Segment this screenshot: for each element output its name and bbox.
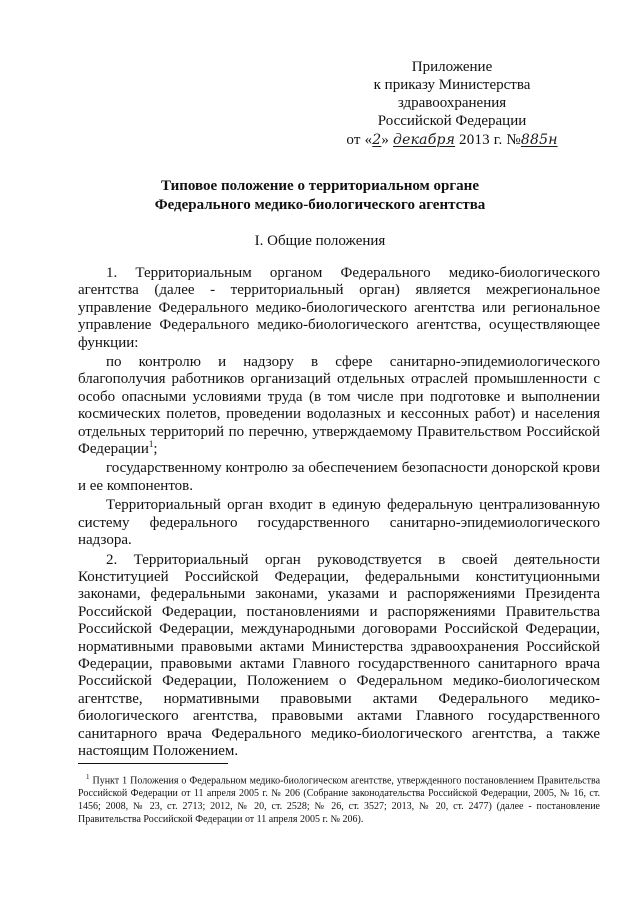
footnote (78, 771, 600, 826)
annex-line-3: здравоохранения (397, 95, 507, 111)
document-body (78, 265, 600, 760)
paragraph-4: Территориальный орган входит в единую федеральную централизованную систему федерального государственного санитарно-эпидемиологического надзора. (78, 497, 600, 549)
order-year: 2013 г. (459, 132, 503, 148)
order-month: декабря (393, 132, 456, 148)
section-heading: I. Общие положения (254, 233, 386, 249)
paragraph-1: 1. Территориальным органом Федерального медико-биологического агентства (далее - территориальный орган) является межрегиональное управление Федерального медико-биологического агентства или региональное управление Федерального медико-биологического агентства, осуществляющее функции: (78, 265, 600, 351)
paragraph-5: 2. Территориальный орган руководствуется в своей деятельности Конституцией Российской Федерации, федеральными конституционными законами, федеральными законами, указами и распоряжениями Президента Российской Федерации, постановлениями и распоряжениями Правительства Российской Федерации, международными договорами Российской Федерации, нормативными правовыми актами Министерства здравоохранения Российской Федерации, правовыми актами Главного государственного санитарного врача Российской Федерации, Положением о Федеральном медико-биологическом агентстве, нормативными правовыми актами Федерального медико-биологического агентства, правовыми актами Главного государственного санитарного врача Федерального медико-биологического агентства, а также настоящим Положением. (78, 551, 600, 759)
footnote-reference[interactable]: 1 (148, 439, 154, 450)
paragraph-2-end: ; (153, 441, 158, 458)
annex-header (322, 58, 582, 149)
order-day: 2 (372, 132, 382, 148)
footnote-divider (78, 763, 228, 764)
annex-line-4: Российской Федерации (377, 113, 527, 129)
paragraph-2-text: по контролю и надзору в сфере санитарно-эпидемиологического благополучия работников организаций отдельных отраслей промышленности с особо опасными условиями труда (в том числе при подготовке и выполнении космических полетов, проведении водолазных и кессонных работ) и населения отдельных территорий по перечню, утверждаемому Правительством Российской Федерации (78, 354, 600, 458)
date-mid: » (381, 132, 390, 148)
date-prefix: от « (346, 132, 373, 148)
footnote-mark: 1 (86, 773, 90, 781)
annex-line-1: Приложение (411, 59, 493, 75)
order-number: 885н (520, 132, 558, 148)
footnote-text: Пункт 1 Положения о Федеральном медико-биологическом агентстве, утвержденного постановлением Правительства Российской Федерации от 11 апреля 2005 г. № 206 (Собрание законодательства Российской Федерации, 2005, № 16, ст. 1456; 2008, № 23, ст. 2713; 2012, № 20, ст. 2528; № 26, ст. 3527; 2013, № 20, ст. 2477) (далее - постановление Правительства Российской Федерации от 11 апреля 2005 г. № 206). (78, 775, 601, 826)
paragraph-2 (78, 354, 600, 458)
order-date-line (322, 131, 582, 149)
annex-line-2: к приказу Министерства (373, 77, 531, 93)
number-prefix: № (506, 132, 521, 148)
paragraph-3: государственному контролю за обеспечением безопасности донорской крови и ее компонентов. (78, 460, 600, 494)
footnote-paragraph (78, 771, 600, 826)
title-line-2: Федерального медико-биологического агентства (154, 197, 486, 213)
document-title (80, 177, 560, 215)
title-line-1: Типовое положение о территориальном органе (161, 178, 479, 194)
